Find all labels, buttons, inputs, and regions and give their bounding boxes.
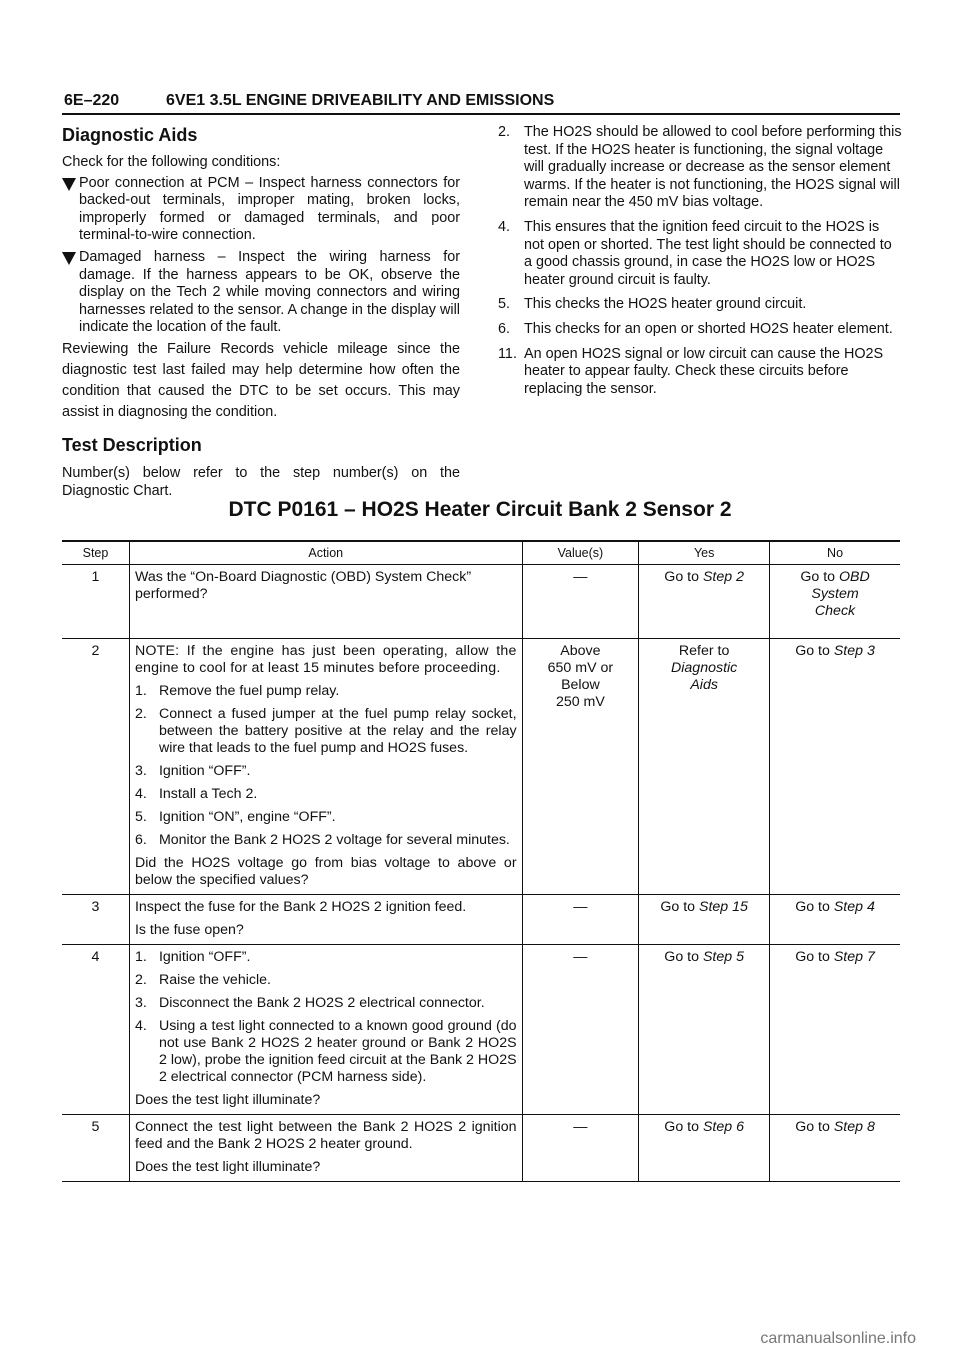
- item-text: An open HO2S signal or low circuit can cause the HO2S heater to appear faulty. Check these circuits before replacing the sensor.: [524, 345, 884, 397]
- yes-link[interactable]: Step 15: [699, 899, 748, 915]
- list-number: 1.: [134, 949, 147, 965]
- test-description-item: [498, 346, 902, 399]
- test-description-item: [498, 219, 902, 289]
- no-prefix-line: [775, 569, 895, 586]
- value-line: 250 mV: [555, 694, 605, 710]
- diagnostic-aids-heading: Diagnostic Aids: [62, 125, 198, 145]
- step-number: 3: [62, 895, 129, 945]
- no-prefix: Go to: [795, 643, 830, 659]
- col-header-step: Step: [62, 541, 129, 565]
- yes-prefix: Go to: [664, 1119, 699, 1135]
- bullet-text: Poor connection at PCM – Inspect harness connectors for backed-out terminals, improper mating, broken locks, improperly formed or damaged terminals, and poor terminal-to-wire connection.: [79, 174, 460, 244]
- list-text: Ignition “OFF”.: [158, 949, 251, 965]
- list-item: [135, 706, 517, 757]
- test-description-item: [498, 321, 902, 339]
- action-text: Connect the test light between the Bank 2 HO2S 2 ignition feed and the Bank 2 HO2S 2 heater ground.: [134, 1119, 517, 1152]
- value-cell: —: [522, 945, 639, 1115]
- table-row: [62, 945, 900, 1115]
- no-cell: [770, 945, 900, 1115]
- yes-cell: [639, 945, 770, 1115]
- right-column: [498, 124, 902, 405]
- test-description-heading: Test Description: [62, 434, 202, 455]
- list-item: [135, 683, 517, 700]
- step-number: 1: [62, 565, 129, 639]
- action-cell: [129, 639, 522, 895]
- test-description-item: [498, 124, 902, 212]
- header-divider: [62, 113, 900, 115]
- table-header-row: [62, 541, 900, 565]
- question-text: Is the fuse open?: [134, 922, 244, 938]
- watermark: carmanualsonline.info: [760, 1330, 916, 1347]
- no-cell: [770, 895, 900, 945]
- yes-cell: [639, 895, 770, 945]
- no-prefix: Go to: [800, 569, 836, 585]
- item-text: This checks the HO2S heater ground circuit.: [524, 296, 807, 313]
- list-item: [135, 949, 517, 966]
- list-item: [135, 1018, 517, 1086]
- question-text: Does the test light illuminate?: [134, 1159, 321, 1175]
- no-link[interactable]: OBD: [838, 569, 870, 585]
- value-line: 650 mV or: [547, 660, 614, 676]
- value-cell: —: [522, 565, 639, 639]
- list-item: [135, 972, 517, 989]
- action-cell: [129, 565, 522, 639]
- test-description-intro: Number(s) below refer to the step number(s) on the Diagnostic Chart.: [62, 464, 460, 499]
- yes-link[interactable]: Step 6: [702, 1119, 744, 1135]
- list-text: Install a Tech 2.: [158, 786, 258, 802]
- table-row: [62, 895, 900, 945]
- table-row: [62, 565, 900, 639]
- item-number: 2.: [498, 124, 511, 140]
- value-cell: —: [522, 1115, 639, 1182]
- col-header-values: Value(s): [522, 541, 639, 565]
- yes-cell: [639, 1115, 770, 1182]
- no-link[interactable]: Step 8: [833, 1119, 875, 1135]
- list-text: Monitor the Bank 2 HO2S 2 voltage for several minutes.: [158, 832, 510, 848]
- list-text: Using a test light connected to a known good ground (do not use Bank 2 HO2S 2 heater ground or Bank 2 HO2S 2 low), probe the ignition feed circuit at the Bank 2 HO2S 2 electrical connector (PCM harness side).: [158, 1018, 517, 1085]
- yes-link[interactable]: Aids: [690, 677, 718, 693]
- no-link[interactable]: Step 7: [833, 949, 875, 965]
- item-number: 6.: [498, 320, 511, 337]
- yes-prefix: Go to: [664, 569, 699, 585]
- yes-link[interactable]: Step 5: [702, 949, 744, 965]
- list-number: 4.: [134, 786, 147, 802]
- diagnostic-aids-intro: Check for the following conditions:: [62, 154, 281, 170]
- list-item: [135, 786, 517, 803]
- no-link[interactable]: Check: [814, 603, 856, 619]
- yes-prefix: Go to: [664, 949, 699, 965]
- action-cell: [129, 895, 522, 945]
- list-item: [135, 995, 517, 1012]
- step-number: 4: [62, 945, 129, 1115]
- bullet-text: Damaged harness – Inspect the wiring harness for damage. If the harness appears to be OK, observe the display on the Tech 2 while moving connectors and wiring harnesses related to the sensor. A change in the display will indicate the location of the fault.: [79, 248, 460, 336]
- yes-cell: [639, 565, 770, 639]
- diagnostic-aids-bullet: [62, 175, 460, 245]
- list-text: Ignition “ON”, engine “OFF”.: [158, 809, 336, 825]
- test-description-item: [498, 296, 902, 314]
- yes-prefix: Go to: [660, 899, 696, 915]
- diagnostic-aids-paragraph: Reviewing the Failure Records vehicle mileage since the diagnostic test last failed may help determine how often the condition that caused the DTC to be set occurs. This may assist in diagnosing the condition.: [62, 340, 460, 420]
- list-text: Disconnect the Bank 2 HO2S 2 electrical connector.: [158, 995, 485, 1011]
- value-cell: [522, 639, 639, 895]
- page-number: 6E–220: [64, 92, 120, 109]
- table-row: [62, 639, 900, 895]
- table-row: [62, 1115, 900, 1182]
- yes-prefix: Refer to: [678, 643, 730, 659]
- list-item: [135, 763, 517, 780]
- list-item: [135, 832, 517, 849]
- no-prefix: Go to: [795, 899, 830, 915]
- no-link[interactable]: Step 4: [833, 899, 875, 915]
- no-cell: [770, 639, 900, 895]
- step-number: 2: [62, 639, 129, 895]
- list-text: Connect a fused jumper at the fuel pump relay socket, between the battery positive at the relay and the relay wire that leads to the fuel pump and HO2S fuses.: [158, 706, 517, 756]
- item-number: 4.: [498, 218, 511, 235]
- triangle-bullet-icon: [62, 252, 76, 265]
- question-text: Does the test light illuminate?: [134, 1092, 321, 1108]
- triangle-bullet-icon: [62, 178, 76, 191]
- value-line: Above: [560, 643, 601, 659]
- item-text: This ensures that the ignition feed circuit to the HO2S is not open or shorted. The test light should be connected to a good chassis ground, in case the HO2S low or HO2S heater ground circuit is faulty.: [524, 218, 892, 288]
- item-number: 5.: [498, 296, 511, 313]
- list-number: 1.: [134, 683, 147, 699]
- item-text: This checks for an open or shorted HO2S heater element.: [524, 320, 893, 337]
- no-prefix: Go to: [795, 1119, 830, 1135]
- list-number: 2.: [134, 972, 147, 988]
- col-header-action: Action: [129, 541, 522, 565]
- action-cell: [129, 1115, 522, 1182]
- list-text: Remove the fuel pump relay.: [158, 683, 340, 699]
- item-text: The HO2S should be allowed to cool before performing this test. If the HO2S heater is functioning, the signal voltage will gradually increase or decrease as the sensor element warms. If the heater is not functioning, the HO2S signal will remain near the 450 mV bias voltage.: [524, 124, 902, 211]
- list-number: 3.: [134, 995, 147, 1011]
- list-number: 2.: [134, 706, 147, 722]
- page-header-title: 6VE1 3.5L ENGINE DRIVEABILITY AND EMISSIONS: [166, 92, 555, 109]
- no-cell: [770, 1115, 900, 1182]
- col-header-yes: Yes: [639, 541, 770, 565]
- left-column: [62, 124, 460, 502]
- list-item: [135, 809, 517, 826]
- no-prefix: Go to: [795, 949, 830, 965]
- dtc-table-title: DTC P0161 – HO2S Heater Circuit Bank 2 Sensor 2: [228, 498, 732, 521]
- diagnostic-table: [62, 540, 900, 1182]
- diagnostic-aids-bullet: [62, 249, 460, 337]
- question-text: Did the HO2S voltage go from bias voltage to above or below the specified values?: [134, 855, 517, 888]
- list-text: Ignition “OFF”.: [158, 763, 251, 779]
- no-link[interactable]: System: [811, 586, 859, 602]
- step-number: 5: [62, 1115, 129, 1182]
- action-cell: [129, 945, 522, 1115]
- list-text: Raise the vehicle.: [158, 972, 271, 988]
- yes-link[interactable]: Step 2: [702, 569, 744, 585]
- note-text: NOTE: If the engine has just been operating, allow the engine to cool for at least 15 minutes before proceeding.: [134, 643, 517, 676]
- no-link[interactable]: Step 3: [833, 643, 875, 659]
- no-cell: [770, 565, 900, 639]
- item-number: 11.: [498, 345, 517, 362]
- col-header-no: No: [770, 541, 900, 565]
- list-number: 4.: [134, 1018, 147, 1034]
- list-number: 6.: [134, 832, 147, 848]
- action-text: Inspect the fuse for the Bank 2 HO2S 2 ignition feed.: [134, 899, 467, 915]
- action-text: Was the “On-Board Diagnostic (OBD) System Check” performed?: [134, 569, 472, 602]
- value-line: Below: [561, 677, 600, 693]
- yes-link[interactable]: Diagnostic: [671, 660, 738, 676]
- value-cell: —: [522, 895, 639, 945]
- list-number: 5.: [134, 809, 147, 825]
- yes-cell: [639, 639, 770, 895]
- list-number: 3.: [134, 763, 147, 779]
